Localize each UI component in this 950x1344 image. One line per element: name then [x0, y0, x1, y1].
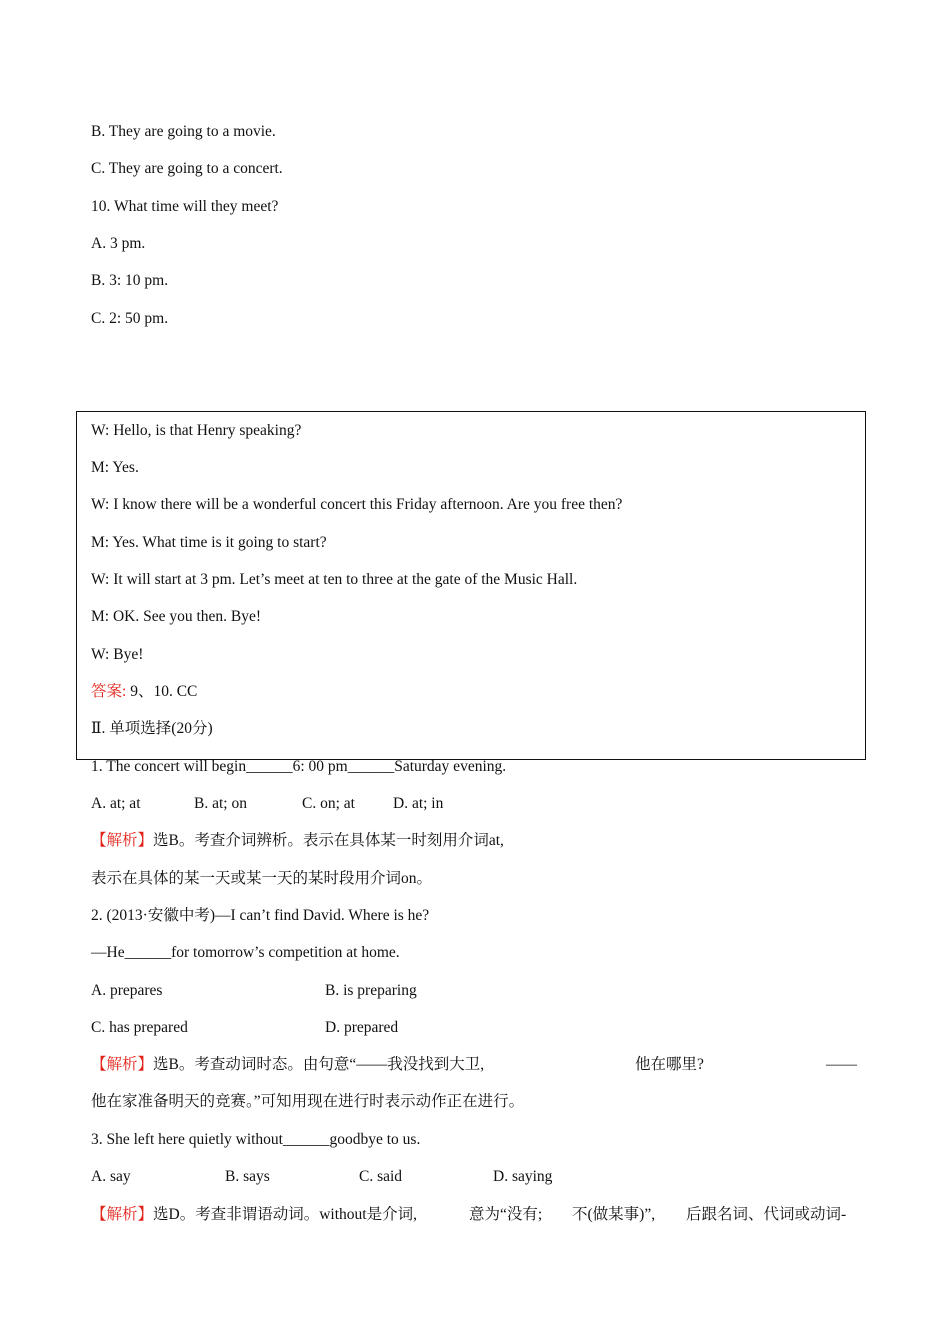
question-stem: 1. The concert will begin______6: 00 pm______Saturday evening. — [91, 758, 507, 775]
analysis-label: 【解析】 — [91, 832, 154, 849]
option-text: B. They are going to a movie. — [91, 123, 276, 140]
answer-value: 9、10. CC — [126, 683, 198, 700]
answer-label: 答案: — [91, 683, 127, 700]
option-d: D. at; in — [393, 795, 444, 812]
option-text: C. They are going to a concert. — [91, 160, 283, 177]
option-a: A. prepares — [91, 982, 163, 999]
analysis-text: 选B。考查介词辨析。表示在具体某一时刻用介词at, — [153, 832, 504, 849]
analysis-text: 意为“没有; — [469, 1206, 543, 1223]
option-c: C. has prepared — [91, 1019, 188, 1036]
analysis-text: 不(做某事)”, — [572, 1206, 656, 1223]
analysis-line — [91, 1056, 484, 1074]
answer-line — [91, 683, 197, 701]
option-b: B. is preparing — [325, 982, 417, 999]
analysis-line — [91, 832, 504, 850]
option-d: D. saying — [493, 1168, 553, 1185]
analysis-text: —— — [826, 1056, 857, 1073]
question-stem: 10. What time will they meet? — [91, 198, 279, 215]
dialogue-line: W: I know there will be a wonderful concert this Friday afternoon. Are you free then? — [91, 496, 623, 513]
question-stem: 3. She left here quietly without______goodbye to us. — [91, 1131, 421, 1148]
dialogue-line: W: It will start at 3 pm. Let’s meet at ten to three at the gate of the Music Hall. — [91, 571, 578, 588]
question-stem: —He______for tomorrow’s competition at home. — [91, 944, 400, 961]
option-text: B. 3: 10 pm. — [91, 272, 169, 289]
option-c: C. said — [359, 1168, 403, 1185]
section-title: Ⅱ. 单项选择(20分) — [91, 720, 213, 737]
analysis-text: 选B。考查动词时态。由句意“——我没找到大卫, — [153, 1056, 485, 1073]
dialogue-line: W: Bye! — [91, 646, 144, 663]
analysis-label: 【解析】 — [91, 1206, 154, 1223]
question-stem: 2. (2013·安徽中考)—I can’t find David. Where is he? — [91, 907, 430, 924]
analysis-text: 后跟名词、代词或动词- — [686, 1206, 847, 1223]
analysis-text: 他在哪里? — [635, 1056, 704, 1073]
option-text: C. 2: 50 pm. — [91, 310, 169, 327]
option-text: A. 3 pm. — [91, 235, 146, 252]
option-d: D. prepared — [325, 1019, 399, 1036]
dialogue-line: M: Yes. What time is it going to start? — [91, 534, 327, 551]
option-c: C. on; at — [302, 795, 355, 812]
analysis-text: 表示在具体的某一天或某一天的某时段用介词on。 — [91, 870, 433, 887]
option-b: B. says — [225, 1168, 270, 1185]
option-b: B. at; on — [194, 795, 247, 812]
analysis-text: 选D。考查非谓语动词。without是介词, — [153, 1206, 417, 1223]
dialogue-line: M: Yes. — [91, 459, 139, 476]
dialogue-line: W: Hello, is that Henry speaking? — [91, 422, 302, 439]
dialogue-line: M: OK. See you then. Bye! — [91, 608, 262, 625]
analysis-label: 【解析】 — [91, 1056, 154, 1073]
option-a: A. say — [91, 1168, 131, 1185]
analysis-line — [91, 1206, 417, 1224]
option-a: A. at; at — [91, 795, 141, 812]
analysis-text: 他在家准备明天的竞赛。”可知用现在进行时表示动作正在进行。 — [91, 1093, 525, 1110]
